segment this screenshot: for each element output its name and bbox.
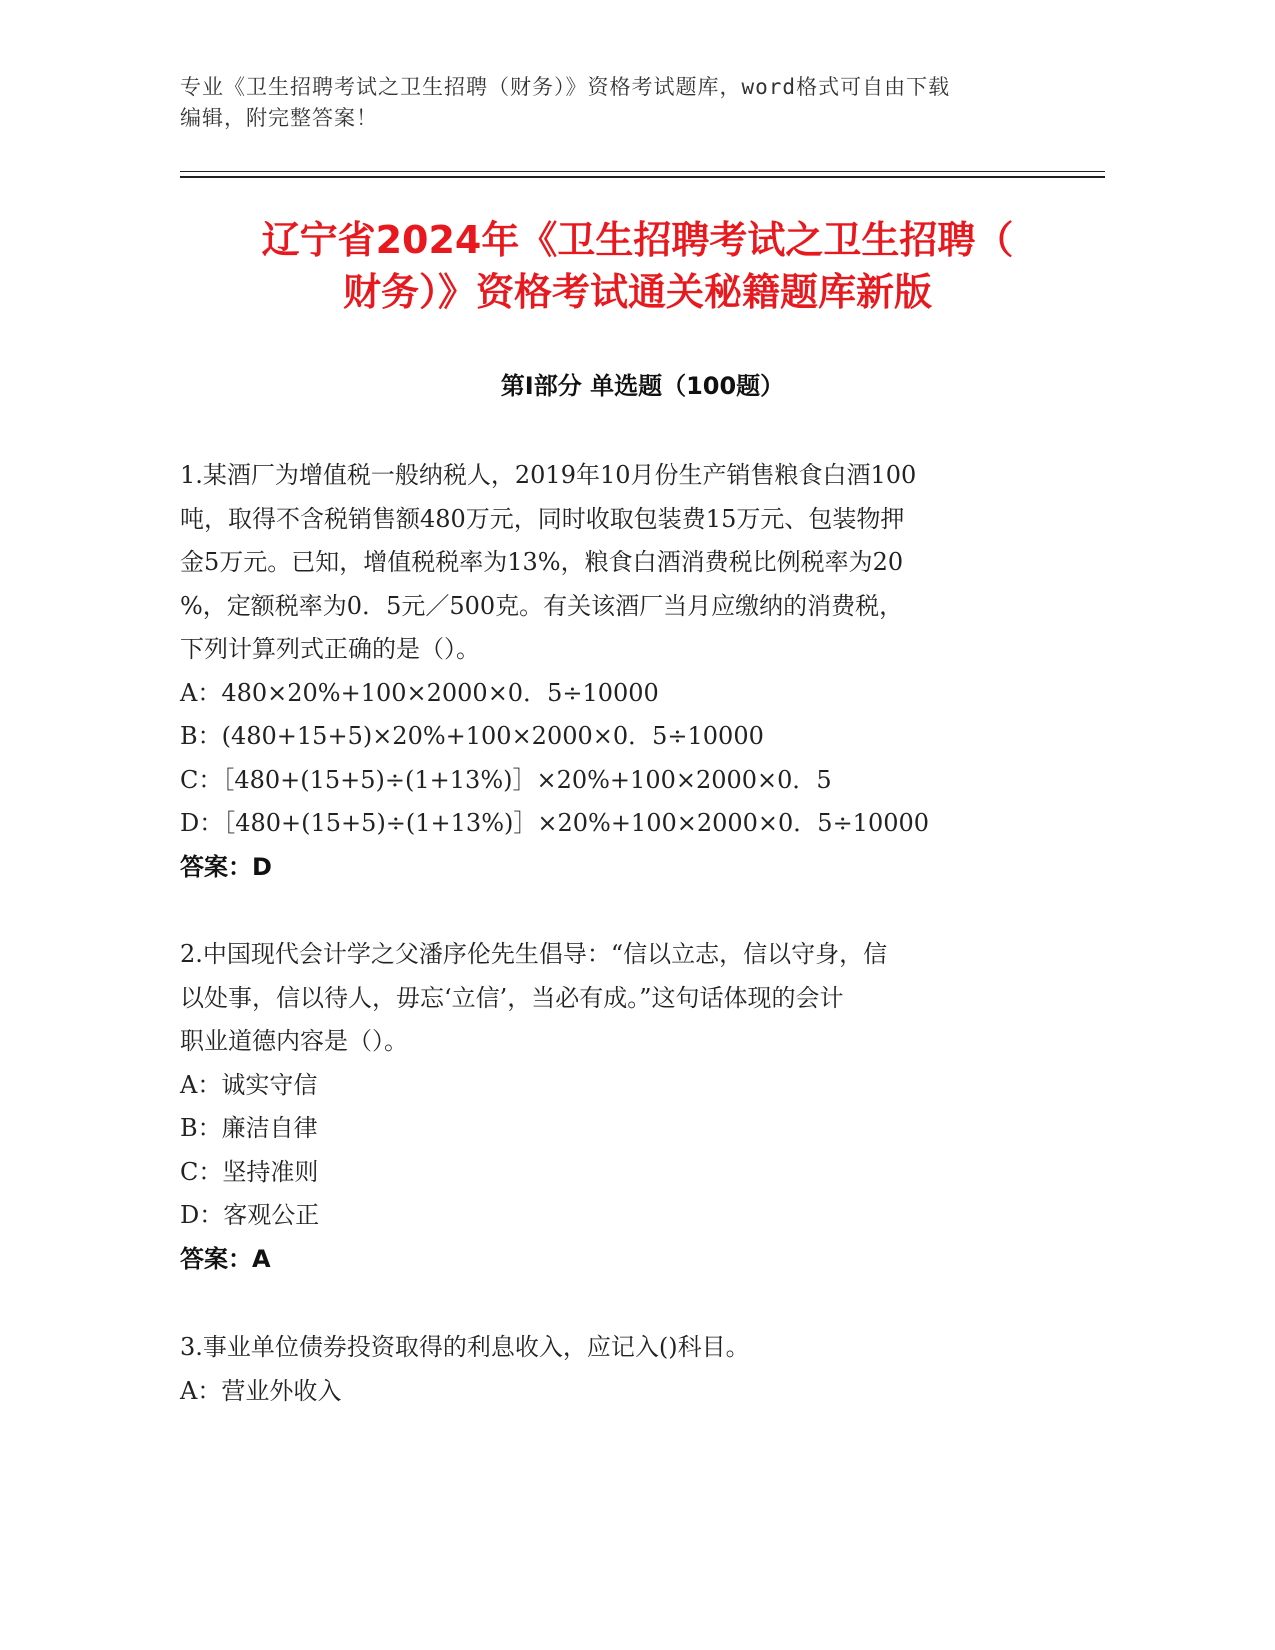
option-b: B：(480+15+5)×20%+100×2000×0．5÷10000 bbox=[180, 722, 764, 750]
question-stem-line: 以处事，信以待人，毋忘‘立信’，当必有成。”这句话体现的会计 bbox=[180, 983, 844, 1012]
option-a: A：480×20%+100×2000×0．5÷10000 bbox=[180, 678, 659, 707]
question-stem-line: 金5万元。已知，增值税税率为13%，粮食白酒消费税比例税率为20 bbox=[180, 548, 904, 576]
document-title bbox=[160, 214, 1115, 318]
header-divider-thin bbox=[180, 171, 1105, 172]
document-title-line: 辽宁省2024年《卫生招聘考试之卫生招聘（ bbox=[261, 218, 1014, 262]
question-stem-line: %，定额税率为0．5元／500克。有关该酒厂当月应缴纳的消费税， bbox=[180, 591, 904, 620]
header-note-line: 专业《卫生招聘考试之卫生招聘（财务）》资格考试题库，word格式可自由下载 bbox=[180, 75, 951, 99]
option-b: B：廉洁自律 bbox=[180, 1114, 318, 1142]
question-2 bbox=[180, 933, 1060, 1281]
question-stem-line: 3.事业单位债券投资取得的利息收入，应记入()科目。 bbox=[180, 1333, 750, 1361]
question-stem-line: 吨，取得不含税销售额480万元，同时收取包装费15万元、包装物押 bbox=[180, 504, 905, 533]
question-stem-line: 职业道德内容是（）。 bbox=[180, 1027, 408, 1055]
option-d: D：客观公正 bbox=[180, 1201, 320, 1229]
answer-label: 答案：D bbox=[180, 852, 272, 881]
header-divider-thick bbox=[180, 176, 1105, 178]
header-note-line: 编辑，附完整答案！ bbox=[180, 106, 378, 130]
question-stem-line: 1.某酒厂为增值税一般纳税人，2019年10月份生产销售粮食白酒100 bbox=[180, 461, 917, 489]
question-stem-line: 2.中国现代会计学之父潘序伦先生倡导：“信以立志，信以守身，信 bbox=[180, 940, 888, 968]
option-c: C：［480+(15+5)÷(1+13%)］×20%+100×2000×0．5 bbox=[180, 765, 832, 794]
question-1 bbox=[180, 454, 1060, 889]
header-note bbox=[180, 72, 1060, 134]
document-title-line: 财务）》资格考试通关秘籍题库新版 bbox=[342, 270, 932, 314]
section-title: 第Ⅰ部分 单选题（100题） bbox=[500, 372, 785, 400]
option-a: A：营业外收入 bbox=[180, 1376, 342, 1405]
answer-label: 答案：A bbox=[180, 1244, 271, 1273]
question-stem-line: 下列计算列式正确的是（）。 bbox=[180, 635, 480, 663]
question-3 bbox=[180, 1326, 1060, 1413]
option-c: C：坚持准则 bbox=[180, 1157, 319, 1186]
option-a: A：诚实守信 bbox=[180, 1070, 318, 1099]
option-d: D：［480+(15+5)÷(1+13%)］×20%+100×2000×0．5÷10000 bbox=[180, 809, 930, 837]
